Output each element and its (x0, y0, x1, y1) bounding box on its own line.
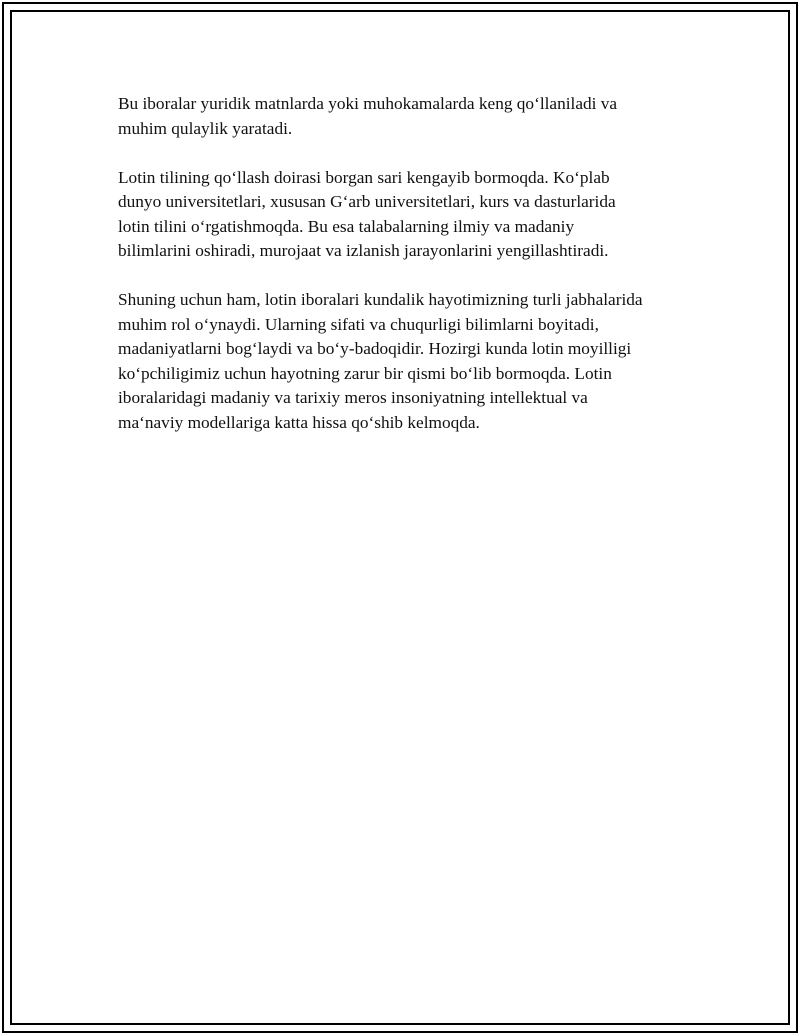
paragraph-line: dunyo universitetlari, xususan G‘arb universitetlari, kurs va dasturlarida (118, 192, 616, 211)
paragraph-line: muhim rol o‘ynaydi. Ularning sifati va chuqurligi bilimlarni boyitadi, (118, 314, 599, 334)
paragraph-line: Shuning uchun ham, lotin iboralari kundalik hayotimizning turli jabhalarida (118, 290, 643, 309)
paragraph-line: muhim qulaylik yaratadi. (118, 118, 293, 138)
document-body (118, 92, 698, 460)
paragraph-3 (118, 288, 698, 435)
paragraph-line: iboralaridagi madaniy va tarixiy meros insoniyatning intellektual va (118, 388, 588, 407)
paragraph-1 (118, 92, 698, 141)
paragraph-2 (118, 166, 698, 264)
paragraph-line: Lotin tilining qo‘llash doirasi borgan sari kengayib bormoqda. Ko‘plab (118, 167, 610, 187)
paragraph-line: Bu iboralar yuridik matnlarda yoki muhokamalarda keng qo‘llaniladi va (118, 94, 618, 113)
paragraph-line: lotin tilini o‘rgatishmoqda. Bu esa talabalarning ilmiy va madaniy (118, 216, 575, 236)
paragraph-line: ko‘pchiligimiz uchun hayotning zarur bir qismi bo‘lib bormoqda. Lotin (118, 363, 612, 383)
paragraph-line: madaniyatlarni bog‘laydi va bo‘y-badoqidir. Hozirgi kunda lotin moyilligi (118, 339, 632, 358)
paragraph-line: ma‘naviy modellariga katta hissa qo‘shib kelmoqda. (118, 412, 480, 432)
paragraph-line: bilimlarini oshiradi, murojaat va izlanish jarayonlarini yengillashtiradi. (118, 241, 609, 260)
